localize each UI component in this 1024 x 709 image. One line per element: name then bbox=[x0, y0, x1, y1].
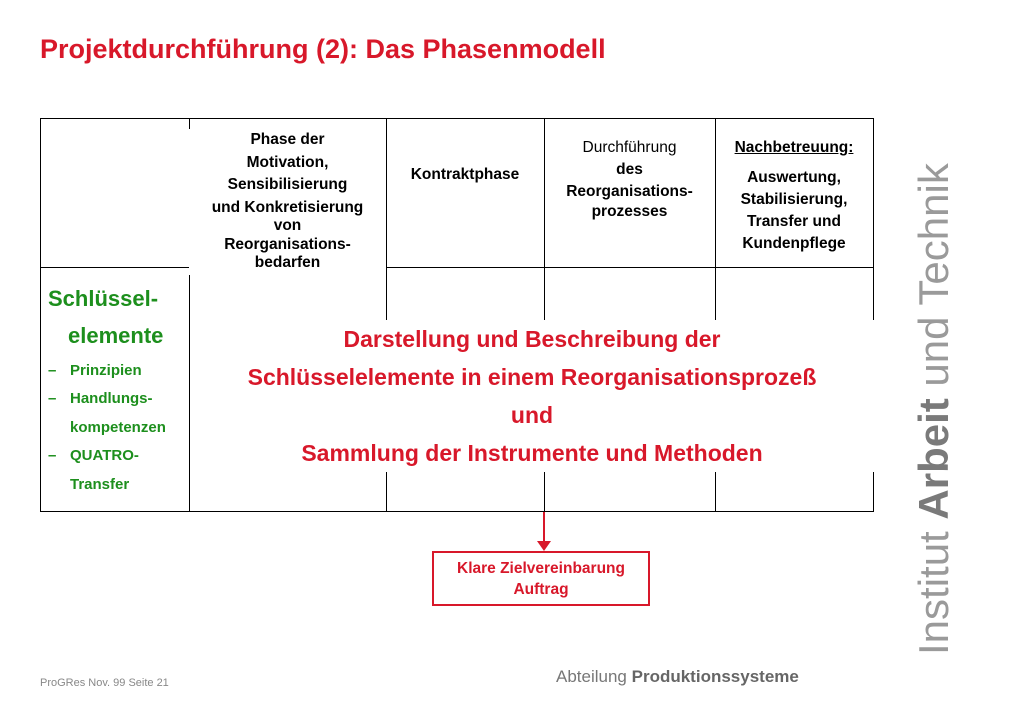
main-text-line: Schlüsselelemente in einem Reorganisationsprozeß bbox=[247, 364, 817, 390]
page-title: Projektdurchführung (2): Das Phasenmodell bbox=[40, 34, 606, 64]
phase-2-line: Kontraktphase bbox=[410, 166, 520, 183]
goal-box bbox=[432, 551, 650, 606]
main-text-line: Sammlung der Instrumente und Methoden bbox=[301, 440, 763, 466]
main-description bbox=[190, 320, 874, 472]
column-divider bbox=[715, 467, 716, 512]
row-divider bbox=[41, 267, 873, 268]
footer-department bbox=[556, 667, 799, 687]
column-divider bbox=[386, 119, 387, 320]
phase-1-line: Sensibilisierung bbox=[227, 176, 348, 193]
footer-page-info: ProGRes Nov. 99 Seite 21 bbox=[40, 677, 169, 689]
key-elements-title: elemente bbox=[68, 323, 164, 348]
dash-bullet: – bbox=[48, 390, 57, 407]
phase-3-line: prozesses bbox=[591, 203, 668, 220]
phase-1-line: Phase der bbox=[250, 131, 325, 148]
dash-bullet: – bbox=[48, 447, 57, 464]
phase-1-line: von bbox=[273, 217, 302, 234]
column-divider bbox=[386, 467, 387, 512]
phase-4-line: Kundenpflege bbox=[742, 235, 846, 252]
goal-box-line: Auftrag bbox=[513, 581, 569, 598]
phase-4-header bbox=[715, 137, 873, 255]
goal-box-line: Klare Zielvereinbarung bbox=[457, 560, 625, 577]
institute-logo bbox=[910, 163, 958, 655]
footer-department-prefix: Abteilung bbox=[556, 667, 632, 686]
logo-text: Institut bbox=[910, 519, 957, 655]
phase-2-header bbox=[386, 164, 544, 186]
list-item-text: kompetenzen bbox=[70, 419, 166, 436]
list-item-text: Handlungs- bbox=[70, 390, 153, 407]
list-item-text: QUATRO- bbox=[70, 447, 139, 464]
logo-text: Arbeit bbox=[910, 398, 957, 520]
phase-3-line: Reorganisations- bbox=[566, 183, 693, 200]
phase-1-line: Motivation, bbox=[246, 153, 329, 171]
dash-bullet: – bbox=[48, 362, 57, 379]
phase-4-line: Auswertung, bbox=[747, 169, 841, 186]
phase-1-line: bedarfen bbox=[254, 254, 321, 271]
column-divider bbox=[544, 467, 545, 512]
key-elements-title: Schlüssel- bbox=[48, 286, 159, 311]
phase-3-header bbox=[544, 137, 715, 223]
main-text-line: und bbox=[510, 402, 554, 428]
main-text-line: Darstellung und Beschreibung der bbox=[343, 326, 721, 352]
phase-4-heading: Nachbetreuung: bbox=[734, 139, 854, 156]
phase-4-line: Transfer und bbox=[747, 213, 841, 230]
phase-1-line: Reorganisations- bbox=[224, 235, 351, 253]
footer-department-name: Produktionssysteme bbox=[631, 667, 799, 686]
arrow-down-icon bbox=[537, 541, 551, 551]
arrow-line bbox=[543, 512, 545, 544]
phase-1-line: und Konkretisierung bbox=[211, 198, 364, 216]
phase-3-line: Durchführung bbox=[582, 139, 677, 156]
phase-1-header bbox=[189, 129, 386, 275]
logo-text: und Technik bbox=[910, 163, 957, 399]
list-item-text: Transfer bbox=[70, 476, 130, 493]
list-item-text: Prinzipien bbox=[70, 362, 142, 379]
phase-3-line: des bbox=[616, 161, 643, 178]
phase-4-line: Stabilisierung, bbox=[740, 191, 848, 208]
